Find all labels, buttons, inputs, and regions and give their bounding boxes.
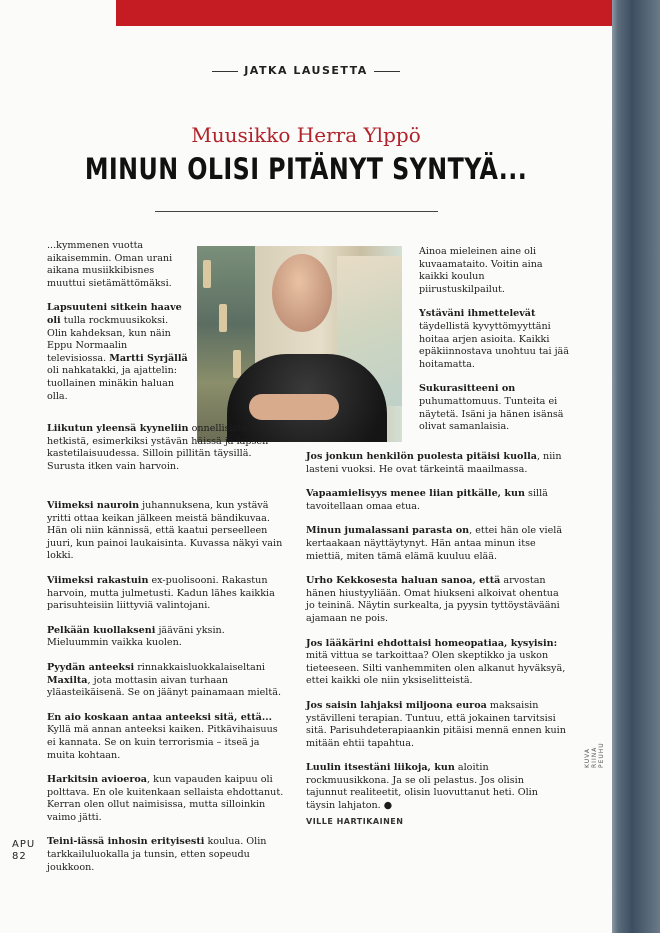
paragraph-text: puhumattomuus. Tunteita ei näytetä. Isäni ja hänen isänsä olivat samanlaisia. bbox=[419, 395, 564, 433]
paragraph-lead: Jos lääkärini ehdottaisi homeopatiaa, kysyisin: bbox=[306, 637, 558, 649]
headline: MINUN OLISI PITÄNYT SYNTYÄ... bbox=[84, 152, 528, 186]
paragraph bbox=[47, 662, 287, 700]
paragraph-lead: Liikutun yleensä kyyneliin bbox=[47, 423, 189, 434]
headline-divider bbox=[155, 211, 438, 212]
paragraph-lead: Martti Syrjällä bbox=[109, 352, 188, 364]
paragraph bbox=[306, 488, 568, 513]
paragraph bbox=[306, 525, 568, 563]
paragraph-lead: Minun jumalassani parasta on bbox=[306, 525, 470, 537]
paragraph-text: mitä vittua se tarkoittaa? Olen skeptikko ja uskon tieteeseen. Silti vanhemmiten olen alkanut hyväksyä, ettei kaikki ole niin yksiselitteistä. bbox=[306, 650, 566, 687]
left-column-main bbox=[47, 500, 287, 886]
paragraph-text: oli nahkatakki, ja ajattelin: tuollainen minäkin haluan olla. bbox=[47, 365, 178, 402]
paragraph bbox=[47, 712, 287, 762]
paragraph-text: onnellisista hetkistä, esimerkiksi ystävän häissä ja lapsen kastetilaisuudessa. Silloin pillitän täysillä. Surusta itken vain harvoin. bbox=[47, 423, 269, 472]
page-edge-shadow bbox=[612, 0, 660, 933]
photo-person-head bbox=[272, 254, 332, 332]
paragraph-text: , niin lasteni vuoksi. He ovat tärkeintä maailmassa. bbox=[306, 451, 562, 475]
kicker-text: JATKA LAUSETTA bbox=[244, 64, 368, 77]
left-column-top bbox=[47, 240, 189, 415]
paragraph-text: sillä tavoitellaan omaa etua. bbox=[306, 488, 548, 512]
byline: Muusikko Herra Ylppö bbox=[191, 123, 421, 147]
photo-person-hands bbox=[249, 394, 339, 420]
paragraph-text: arvostan hänen hiustyyliään. Omat hiukseni alkoivat ohentua jo teininä. Näytin surkealta, ja pyysin tyttöystävääni ajamaan ne pois. bbox=[306, 575, 560, 624]
paragraph bbox=[306, 575, 568, 625]
paragraph bbox=[306, 762, 568, 812]
photo-jar bbox=[203, 260, 211, 288]
paragraph-lead: Maxilta bbox=[47, 674, 88, 686]
author-credit: VILLE HARTIKAINEN bbox=[306, 816, 404, 826]
paragraph-lead: Jos saisin lahjaksi miljoona euroa bbox=[306, 699, 487, 711]
left-column-wrap bbox=[47, 423, 292, 485]
paragraph-text: juhannuksena, kun ystävä yritti ottaa keikan jälkeen meistä bändikuvaa. Hän oli niin kännissä, että kaatui perseelleen juuri, kun painoi laukaisinta. Kuvassa näkyi vain lokki. bbox=[47, 500, 283, 562]
magazine-name: APU bbox=[12, 839, 36, 850]
paragraph-lead: Teini-iässä inhosin erityisesti bbox=[47, 836, 205, 848]
paragraph-lead: Pyydän anteeksi bbox=[47, 661, 135, 673]
paragraph-lead: Viimeksi rakastuin bbox=[47, 574, 149, 586]
paragraph bbox=[47, 423, 292, 473]
paragraph-text: koulua. Olin tarkkailuluokalla ja tunsin, etten sopeudu joukkoon. bbox=[47, 836, 267, 873]
paragraph bbox=[47, 836, 287, 874]
paragraph-text: jääväni yksin. Mieluummin vaikka kuolen. bbox=[47, 624, 225, 649]
kicker-rule-left bbox=[212, 71, 238, 72]
paragraph-text: tulla rockmuusikoksi. Olin kahdeksan, kun näin Eppu Normaalin televisiossa. bbox=[47, 314, 171, 364]
paragraph-text: ex-puolisooni. Rakastun harvoin, mutta julmetusti. Kadun lähes kaikkia parisuhteisiin liittyviä valintojani. bbox=[47, 574, 275, 612]
paragraph-lead: Luulin itsestäni liikoja, kun bbox=[306, 762, 455, 774]
paragraph-lead: Viimeksi nauroin bbox=[47, 500, 140, 511]
paragraph-lead: Pelkään kuollakseni bbox=[47, 624, 156, 636]
kicker-rule-right bbox=[374, 71, 400, 72]
paragraph-text: , kun vapauden kaipuu oli polttava. En ole kuitenkaan sellaista ehdottanut. Kerran olen ollut naimisissa, mutta silloinkin vaimo jätti. bbox=[47, 774, 284, 823]
paragraph-text: aloitin rockmuusikkona. Ja se oli pelastus. Jos olisin tajunnut realiteetit, olisin luovuttanut heti. Olin täysin lahjaton. ● bbox=[306, 762, 538, 812]
paragraph bbox=[306, 451, 568, 476]
folio bbox=[12, 839, 35, 863]
paragraph bbox=[47, 625, 287, 650]
paragraph bbox=[306, 700, 568, 750]
paragraph bbox=[47, 774, 287, 824]
paragraph-lead: Jos jonkun henkilön puolesta pitäisi kuolla bbox=[306, 451, 537, 462]
portrait-photo bbox=[197, 246, 402, 442]
paragraph-text: , ettei hän ole vielä kertaakaan näyttäytynyt. Hän antaa minun itse miettiä, miten tämä elämä kuuluu elää. bbox=[306, 525, 563, 562]
right-lead: Ainoa mieleinen aine oli kuvaamataito. Voitin aina kaikki koulun piirustuskilpailut. bbox=[419, 246, 543, 295]
photo-credit: KUVA RIINA PEUHU bbox=[584, 742, 605, 768]
paragraph-lead: Harkitsin avioeroa bbox=[47, 774, 148, 786]
paragraph bbox=[47, 575, 287, 613]
paragraph bbox=[419, 383, 569, 433]
paragraph-text: , jota mottasin aivan turhaan yläasteikäisenä. Se on jäänyt painamaan mieltä. bbox=[47, 674, 282, 699]
paragraph-lead: Vapaamielisyys menee liian pitkälle, kun bbox=[306, 488, 525, 500]
paragraph-lead: Ystäväni ihmettelevät bbox=[419, 308, 536, 320]
paragraph-lead: Sukurasitteeni on bbox=[419, 383, 516, 395]
paragraph-text: rinnakkaisluokkalaiseltani bbox=[134, 661, 265, 673]
page-number: 82 bbox=[12, 851, 27, 862]
right-column-top bbox=[419, 246, 569, 446]
paragraph bbox=[47, 302, 189, 403]
section-kicker bbox=[0, 64, 612, 77]
paragraph-lead: Urho Kekkosesta haluan sanoa, että bbox=[306, 575, 501, 587]
paragraph-lead: Lapsuuteni sitkein haave oli bbox=[47, 302, 182, 326]
left-lead: ...kymmenen vuotta aikaisemmin. Oman urani aikana musiikkibisnes muuttui sietämättömäksi. bbox=[47, 240, 173, 289]
paragraph-text: Kyllä mä annan anteeksi kaiken. Pitkävihaisuus ei kannata. Se on kuin terrorismia – itseä ja muita kohtaan. bbox=[47, 724, 278, 761]
paragraph bbox=[419, 308, 569, 371]
photo-jar bbox=[219, 304, 227, 332]
paragraph bbox=[306, 638, 568, 688]
paragraph-text: täydellistä kyvyttömyyttäni hoitaa arjen asioita. Kaikki epäkiinnostava unohtuu tai jää hoitamatta. bbox=[419, 320, 569, 370]
paragraph-lead: En aio koskaan antaa anteeksi sitä, että... bbox=[47, 711, 272, 723]
paragraph bbox=[47, 500, 287, 563]
paragraph-text: maksaisin ystävilleni terapian. Tuntuu, että jokainen tarvitsisi sitä. Parisuhdeterapiaankin pitäisi mennä ennen kuin mitään ehtii tapahtua. bbox=[306, 699, 566, 749]
photo-jar bbox=[233, 350, 241, 378]
top-color-bar bbox=[116, 0, 612, 26]
right-column-main bbox=[306, 451, 568, 828]
